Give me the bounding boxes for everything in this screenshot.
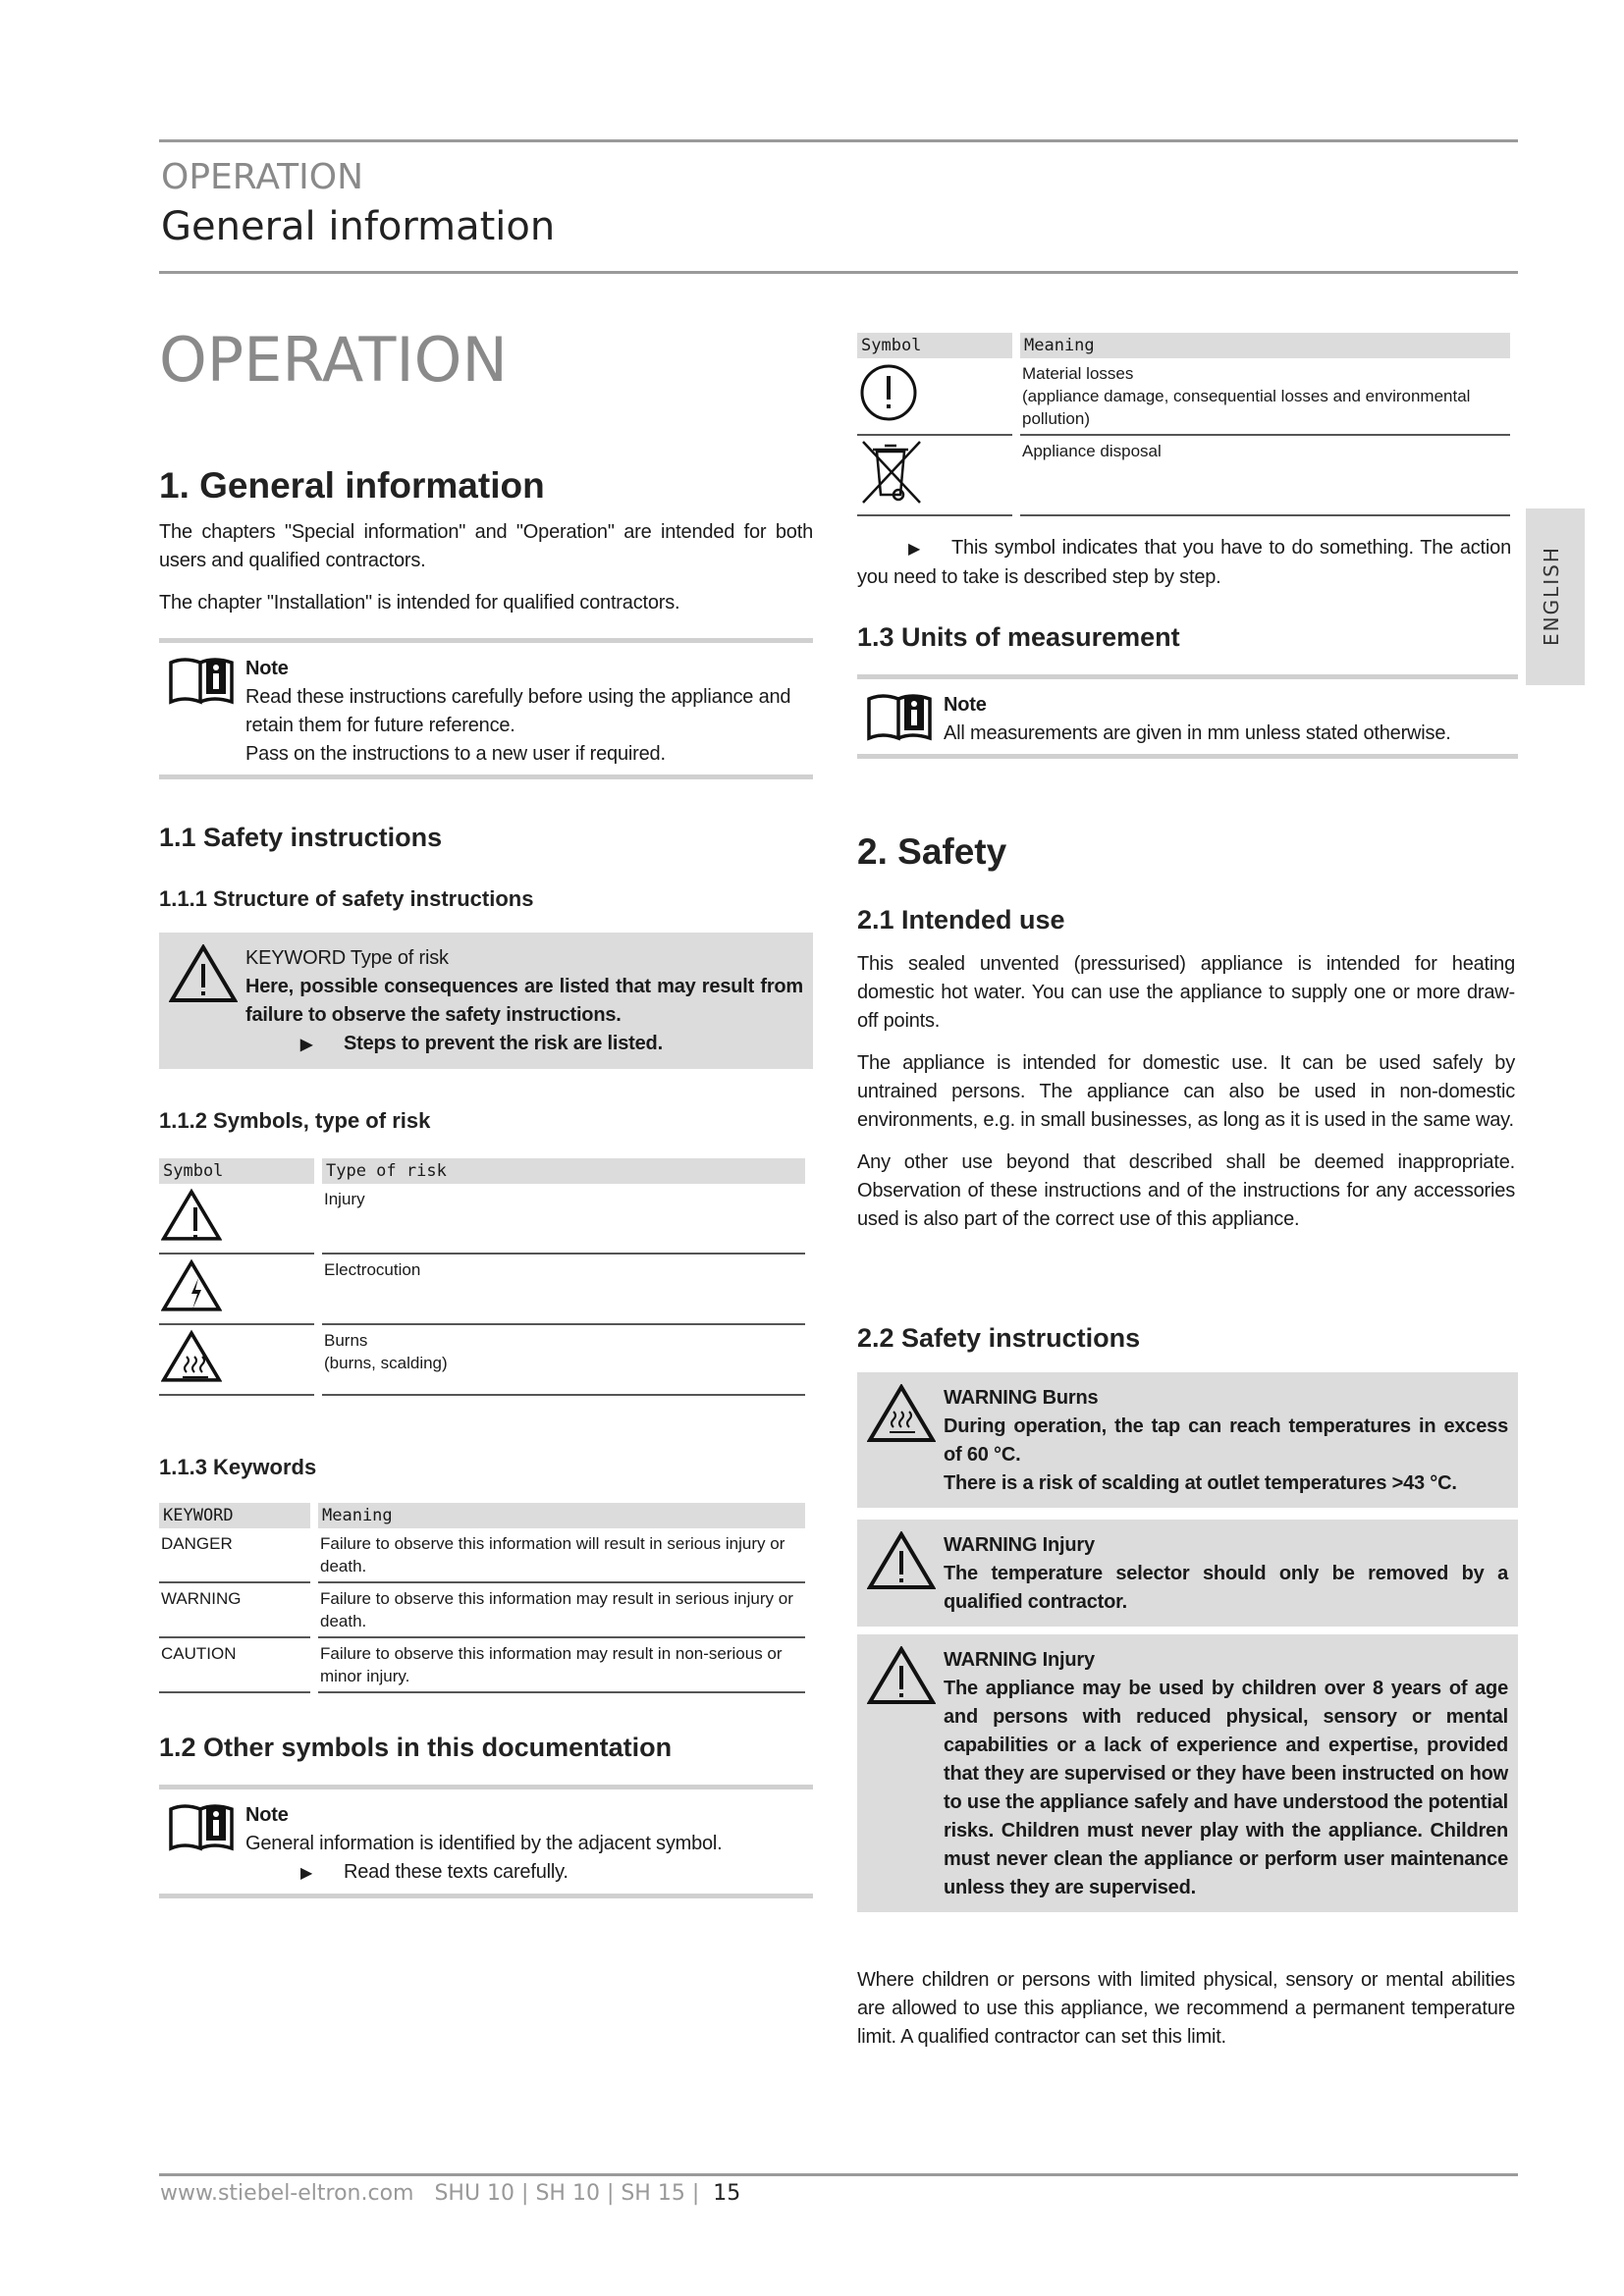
column-header: Meaning [318,1503,805,1528]
burns-warning-icon [161,1329,222,1384]
intended-use-text [857,950,1515,1248]
material-losses-icon [859,362,920,423]
note-box [159,1785,813,1898]
risk-type: Electrocution [324,1260,421,1279]
structure-warning-box [159,933,813,1069]
warning-box-injury [857,1520,1518,1627]
column-header: Symbol [857,333,1012,358]
heading-symbols-risk: 1.1.2 Symbols, type of risk [159,1108,431,1133]
footer-url: www.stiebel-eltron.com [160,2181,414,2206]
warning-title: WARNING Injury [944,1649,1095,1671]
language-tab [1526,508,1585,685]
note-step [245,1858,723,1888]
symbol-meaning: Material losses [1022,364,1134,383]
warning-text: The temperature selector should only be removed by a qualified contractor. [944,1563,1508,1613]
column-header: Symbol [159,1158,314,1184]
step-text: Steps to prevent the risk are listed. [344,1033,663,1054]
heading-safety: 2. Safety [857,831,1007,872]
warning-text: There is a risk of scalding at outlet temperatures >43 °C. [944,1472,1457,1494]
intro-para-1: The chapters "Special information" and "Operation" are intended for both users and qualified contractors. [159,521,813,571]
keyword-meaning: Failure to observe this information will result in serious injury or death. [318,1528,805,1583]
electrocution-warning-icon [161,1258,222,1313]
table-row [857,436,1510,516]
footer-rule [159,2173,1518,2176]
heading-keywords: 1.1.3 Keywords [159,1455,317,1479]
action-arrow-icon: ▶ [908,541,921,558]
warning-title: WARNING Injury [944,1534,1095,1556]
intro-text [159,518,813,631]
column-header: KEYWORD [159,1503,310,1528]
footer-models: SHU 10 | SH 10 | SH 15 | [434,2181,700,2206]
keywords-table [151,1503,813,1693]
symbol-meaning: Appliance disposal [1022,442,1162,460]
column-header: Type of risk [322,1158,805,1184]
table-row [159,1255,805,1325]
symbol-meaning-detail: (appliance damage, consequential losses and environmental pollution) [1022,387,1471,428]
heading-safety-instructions-2: 2.2 Safety instructions [857,1323,1141,1353]
action-arrow-icon: ▶ [300,1037,313,1053]
injury-warning-icon [161,1188,222,1243]
heading-intended-use: 2.1 Intended use [857,905,1065,934]
header-top-rule [159,139,1518,142]
note-text: General information is identified by the adjacent symbol. [245,1833,723,1854]
note-text: Read these instructions carefully before using the appliance and retain them for future reference. [245,686,791,736]
action-description: This symbol indicates that you have to do something. The action you need to take is described step by step. [857,537,1511,588]
paragraph: This sealed unvented (pressurised) appliance is intended for heating domestic hot water. You can use the appliance to supply one or more draw-off points. [857,953,1515,1032]
risk-symbols-table [151,1158,813,1396]
keyword-meaning: Failure to observe this information may result in non-serious or minor injury. [318,1638,805,1693]
warning-step [245,1030,803,1059]
note-book-icon [167,655,238,706]
heading-other-symbols: 1.2 Other symbols in this documentation [159,1733,673,1762]
intro-para-2: The chapter "Installation" is intended for qualified contractors. [159,592,680,614]
note-title: Note [245,1804,289,1826]
page-title: OPERATION [159,324,508,396]
heading-structure: 1.1.1 Structure of safety instructions [159,886,534,911]
table-row [857,358,1510,436]
header-subtitle: General information [161,204,556,249]
risk-type: Injury [324,1190,365,1208]
injury-warning-icon [867,1646,936,1705]
warning-text: The appliance may be used by children over 8 years of age and persons with reduced physical, sensory or mental capabilities or a lack of experience and expertise, provided that they are supervised or they have been instructed on how to use the appliance safely and have understood the potential risks. Children must never play with the appliance. Children must never clean the appliance or perform user maintenance unless they are supervised. [944,1678,1508,1898]
note-book-icon [167,1801,238,1852]
header-section: OPERATION [161,157,364,197]
note-book-icon [865,691,936,742]
warning-box-injury-children [857,1634,1518,1912]
heading-units: 1.3 Units of measurement [857,622,1180,652]
action-symbol-text [857,534,1511,592]
note-text: All measurements are given in mm unless stated otherwise. [944,722,1451,744]
column-header: Meaning [1020,333,1510,358]
other-symbols-table [849,333,1518,516]
action-arrow-icon: ▶ [300,1865,313,1882]
note-title: Note [944,694,987,716]
final-paragraph: Where children or persons with limited physical, sensory or mental abilities are allowed to use this appliance, we recommend a permanent temperature limit. A qualified contractor can set this limit. [857,1969,1515,2048]
heading-safety-instructions: 1.1 Safety instructions [159,823,443,852]
warning-title: WARNING Burns [944,1387,1099,1409]
heading-general-information: 1. General information [159,465,545,506]
paragraph: Any other use beyond that described shall be deemed inappropriate. Observation of these instructions and of the instructions for any accessories used is also part of the correct use of this appliance. [857,1151,1515,1230]
step-text: Read these texts carefully. [344,1861,568,1883]
keyword: DANGER [159,1528,310,1583]
warning-triangle-icon [169,944,238,1003]
keyword: CAUTION [159,1638,310,1693]
page-number: 15 [713,2181,741,2206]
injury-warning-icon [867,1531,936,1590]
note-title: Note [245,658,289,679]
keyword-meaning: Failure to observe this information may result in serious injury or death. [318,1583,805,1638]
burns-warning-icon [867,1384,936,1443]
note-box [159,638,813,779]
header-bottom-rule [159,271,1518,274]
table-row [159,1583,805,1638]
paragraph: The appliance is intended for domestic use. It can be used safely by untrained persons. The appliance can also be used in non-domestic environments, e.g. in small businesses, as long as it is used in the same way. [857,1052,1515,1131]
warning-text: During operation, the tap can reach temperatures in excess of 60 °C. [944,1415,1508,1466]
warning-title: KEYWORD Type of risk [245,947,449,969]
risk-type: Burns [324,1331,368,1350]
note-text: Pass on the instructions to a new user if required. [245,743,666,765]
table-row [159,1638,805,1693]
language-tab-label: ENGLISH [1540,546,1563,646]
table-row [159,1528,805,1583]
risk-type-detail: (burns, scalding) [324,1354,448,1372]
note-box [857,674,1518,759]
warning-text: Here, possible consequences are listed that may result from failure to observe the safety instructions. [245,976,803,1026]
table-row [159,1325,805,1396]
appliance-disposal-icon [859,440,924,505]
footer [160,2181,740,2206]
table-row [159,1184,805,1255]
keyword: WARNING [159,1583,310,1638]
warning-box-burns [857,1372,1518,1508]
